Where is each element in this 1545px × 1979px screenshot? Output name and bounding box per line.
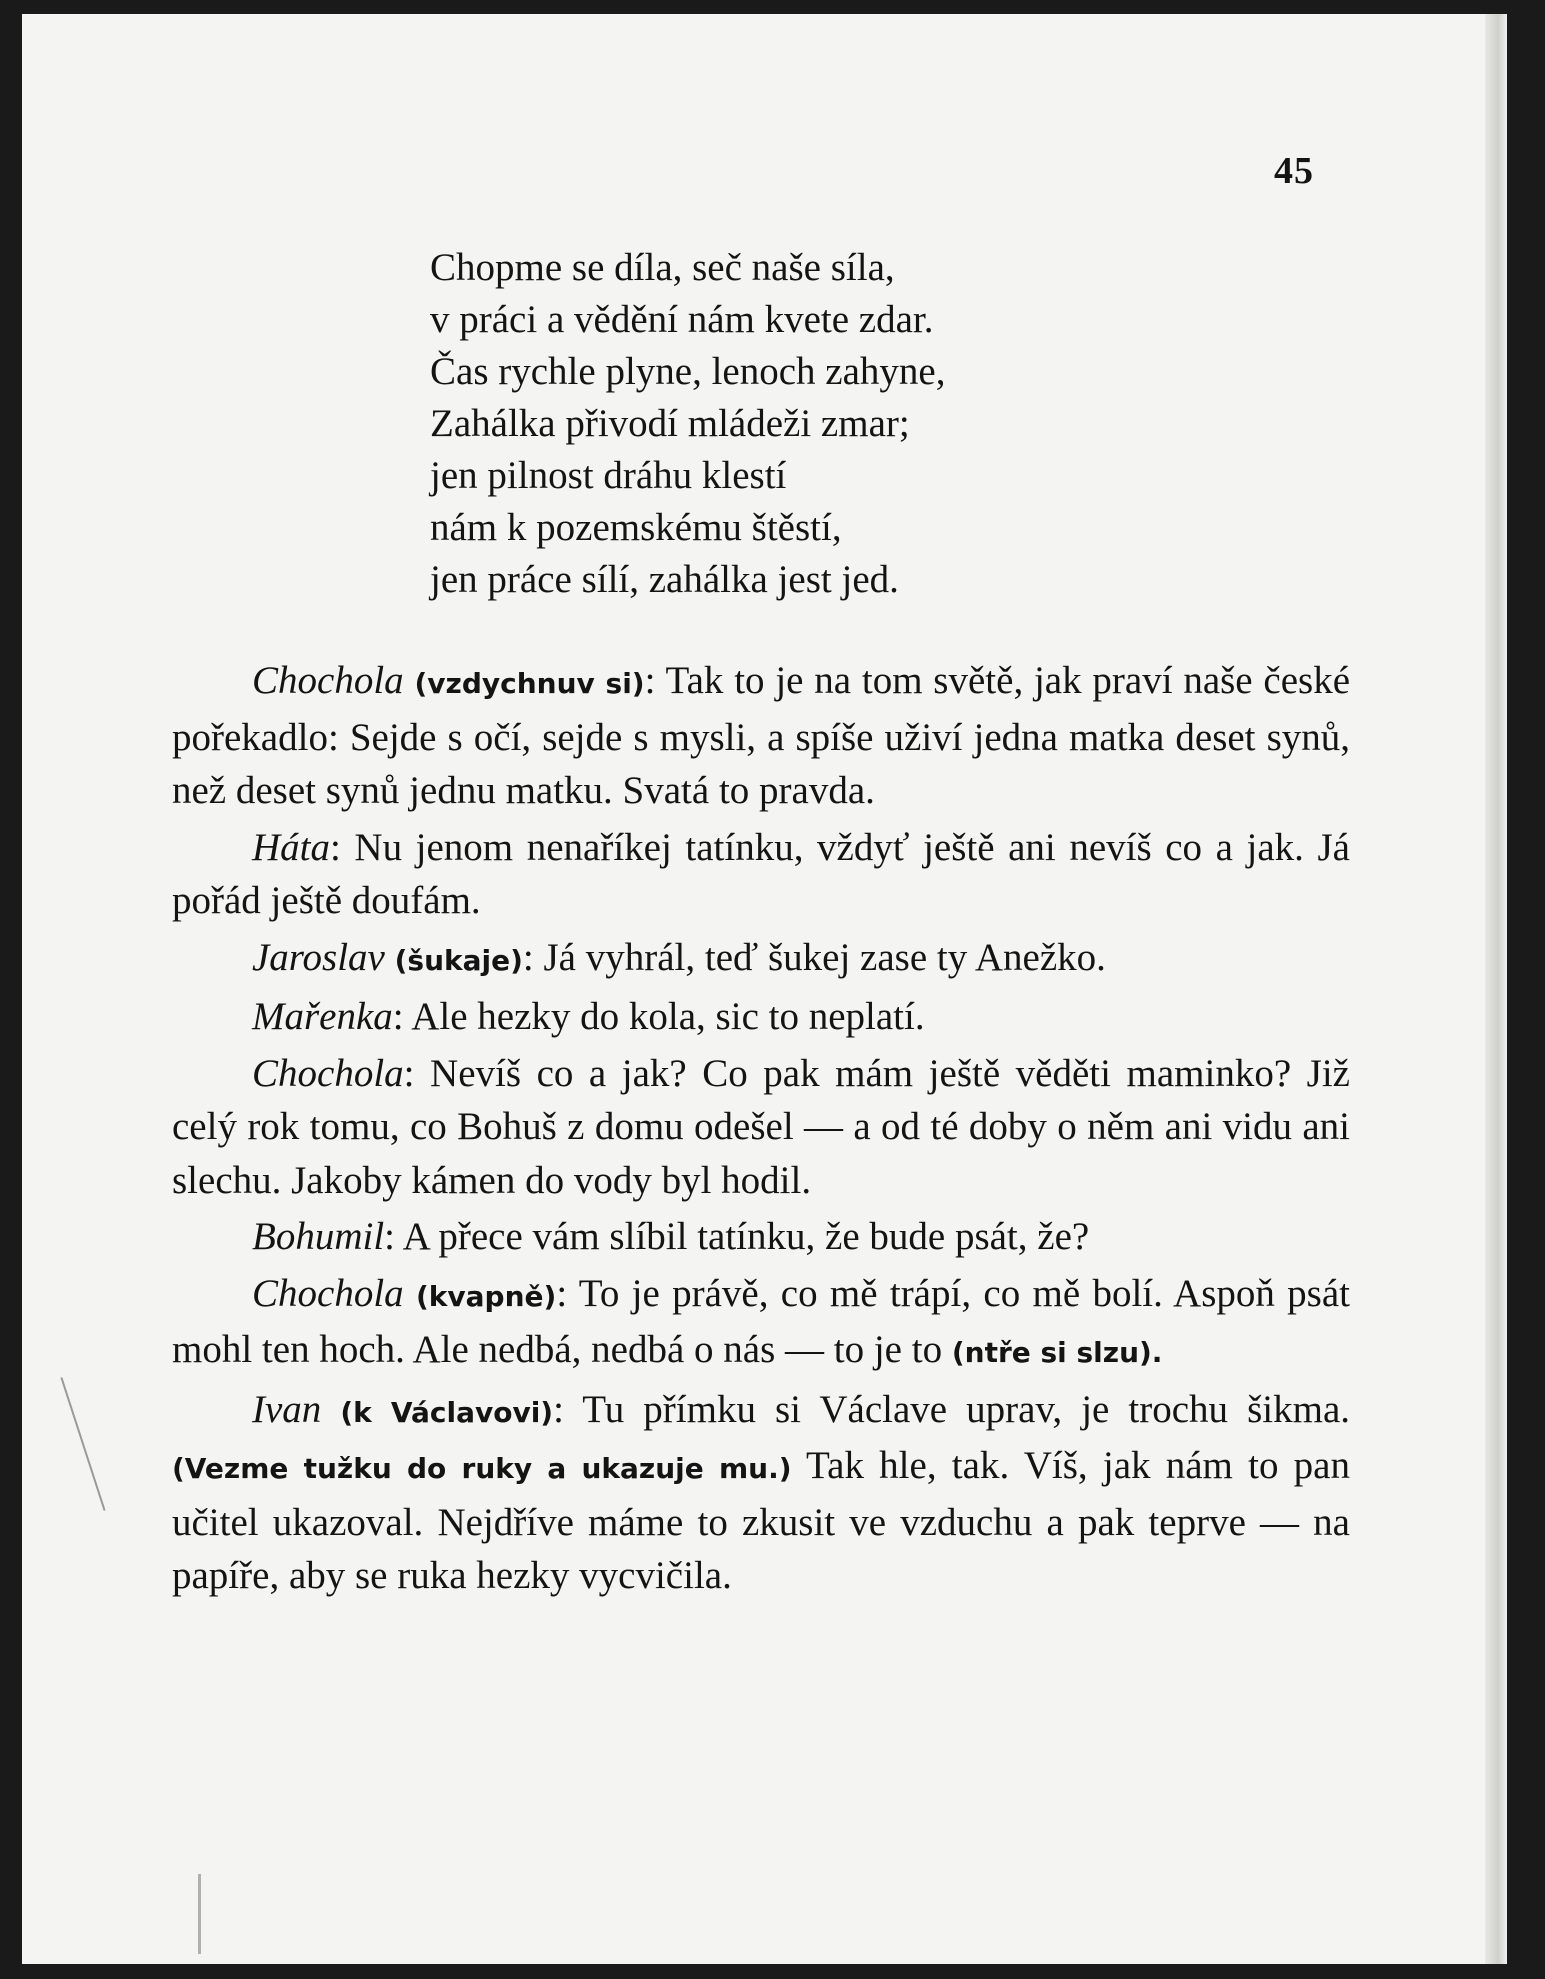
dialogue-text: : A přece vám slíbil tatínku, že bude psát, že? xyxy=(384,1215,1090,1258)
verse-line: v práci a vědění nám kvete zdar. xyxy=(430,298,934,341)
verse-line: jen pilnost dráhu klestí xyxy=(430,454,787,497)
stage-direction: (vzdychnuv si) xyxy=(414,667,645,700)
dialogue-paragraph xyxy=(172,1267,1350,1380)
verse-block xyxy=(430,242,945,606)
speaker-name: Chochola xyxy=(252,659,404,702)
dialogue-paragraph xyxy=(172,1210,1350,1264)
stage-direction: (Vezme tužku do ruky a ukazuje mu.) xyxy=(172,1452,792,1485)
verse-line: Zahálka přivodí mládeži zmar; xyxy=(430,402,910,445)
dialogue-paragraph xyxy=(172,990,1350,1044)
scan-artifact xyxy=(198,1874,201,1954)
stage-direction: (k Václavovi) xyxy=(340,1395,554,1429)
verse-line: jen práce sílí, zahálka jest jed. xyxy=(430,558,899,601)
speaker-name: Chochola xyxy=(252,1271,404,1315)
verse-line: Čas rychle plyne, lenoch zahyne, xyxy=(430,350,946,393)
dialogue-paragraph xyxy=(172,821,1350,928)
speaker-name: Jaroslav xyxy=(252,935,385,979)
book-page xyxy=(22,14,1507,1964)
dialogue-text: : Tak to je na tom světě, jak praví naše české pořekadlo: Sejde s očí, sejde s mysli, a spíše uživí jedna matka deset synů, než deset synů jednu matku. Svatá to pravda. xyxy=(172,659,1351,812)
speaker-name: Ivan xyxy=(252,1387,322,1431)
dialogue-block xyxy=(172,654,1350,1606)
dialogue-text: : Tu přímku si Václave uprav, je trochu šikma. xyxy=(553,1387,1350,1431)
dialogue-paragraph xyxy=(172,1047,1350,1208)
dialogue-text: : Ale hezky do kola, sic to neplatí. xyxy=(392,995,925,1038)
dialogue-paragraph xyxy=(172,1383,1350,1603)
dialogue-text: : Nu jenom nenaříkej tatínku, vždyť ještě ani nevíš co a jak. Já pořád ještě doufám. xyxy=(172,825,1350,922)
speaker-name: Mařenka xyxy=(252,995,393,1038)
dialogue-text: : Nevíš co a jak? Co pak mám ještě věděti maminko? Již celý rok tomu, co Bohuš z domu odešel — a od té doby o něm ani vidu ani slechu. Jakoby kámen do vody byl hodil. xyxy=(172,1051,1350,1202)
verse-line: nám k pozemskému štěstí, xyxy=(430,506,842,549)
verse-line: Chopme se díla, seč naše síla, xyxy=(430,246,895,289)
page-edge xyxy=(1485,14,1507,1964)
stage-direction: (ntře si slzu). xyxy=(951,1336,1163,1369)
dialogue-text: Tak hle, tak. Víš, jak nám to pan učitel ukazoval. Nejdříve máme to zkusit ve vzduchu a pak teprve — na papíře, aby se ruka hezky vycvičila. xyxy=(172,1444,1350,1597)
speaker-name: Chochola xyxy=(252,1051,404,1095)
speaker-name: Bohumil xyxy=(252,1215,385,1258)
page-number: 45 xyxy=(1274,150,1314,192)
dialogue-paragraph xyxy=(172,931,1350,988)
speaker-name: Háta xyxy=(252,825,330,869)
dialogue-text: : Já vyhrál, teď šukej zase ty Anežko. xyxy=(522,935,1106,979)
dialogue-text: : To je právě, co mě trápí, co mě bolí. Aspoň psát mohl ten hoch. Ale nedbá, nedbá o nás — to je to xyxy=(172,1271,1351,1371)
dialogue-paragraph xyxy=(172,654,1350,818)
stage-direction: (šukaje) xyxy=(394,943,523,977)
stage-direction: (kvapně) xyxy=(415,1279,557,1313)
scan-artifact xyxy=(60,1377,105,1511)
